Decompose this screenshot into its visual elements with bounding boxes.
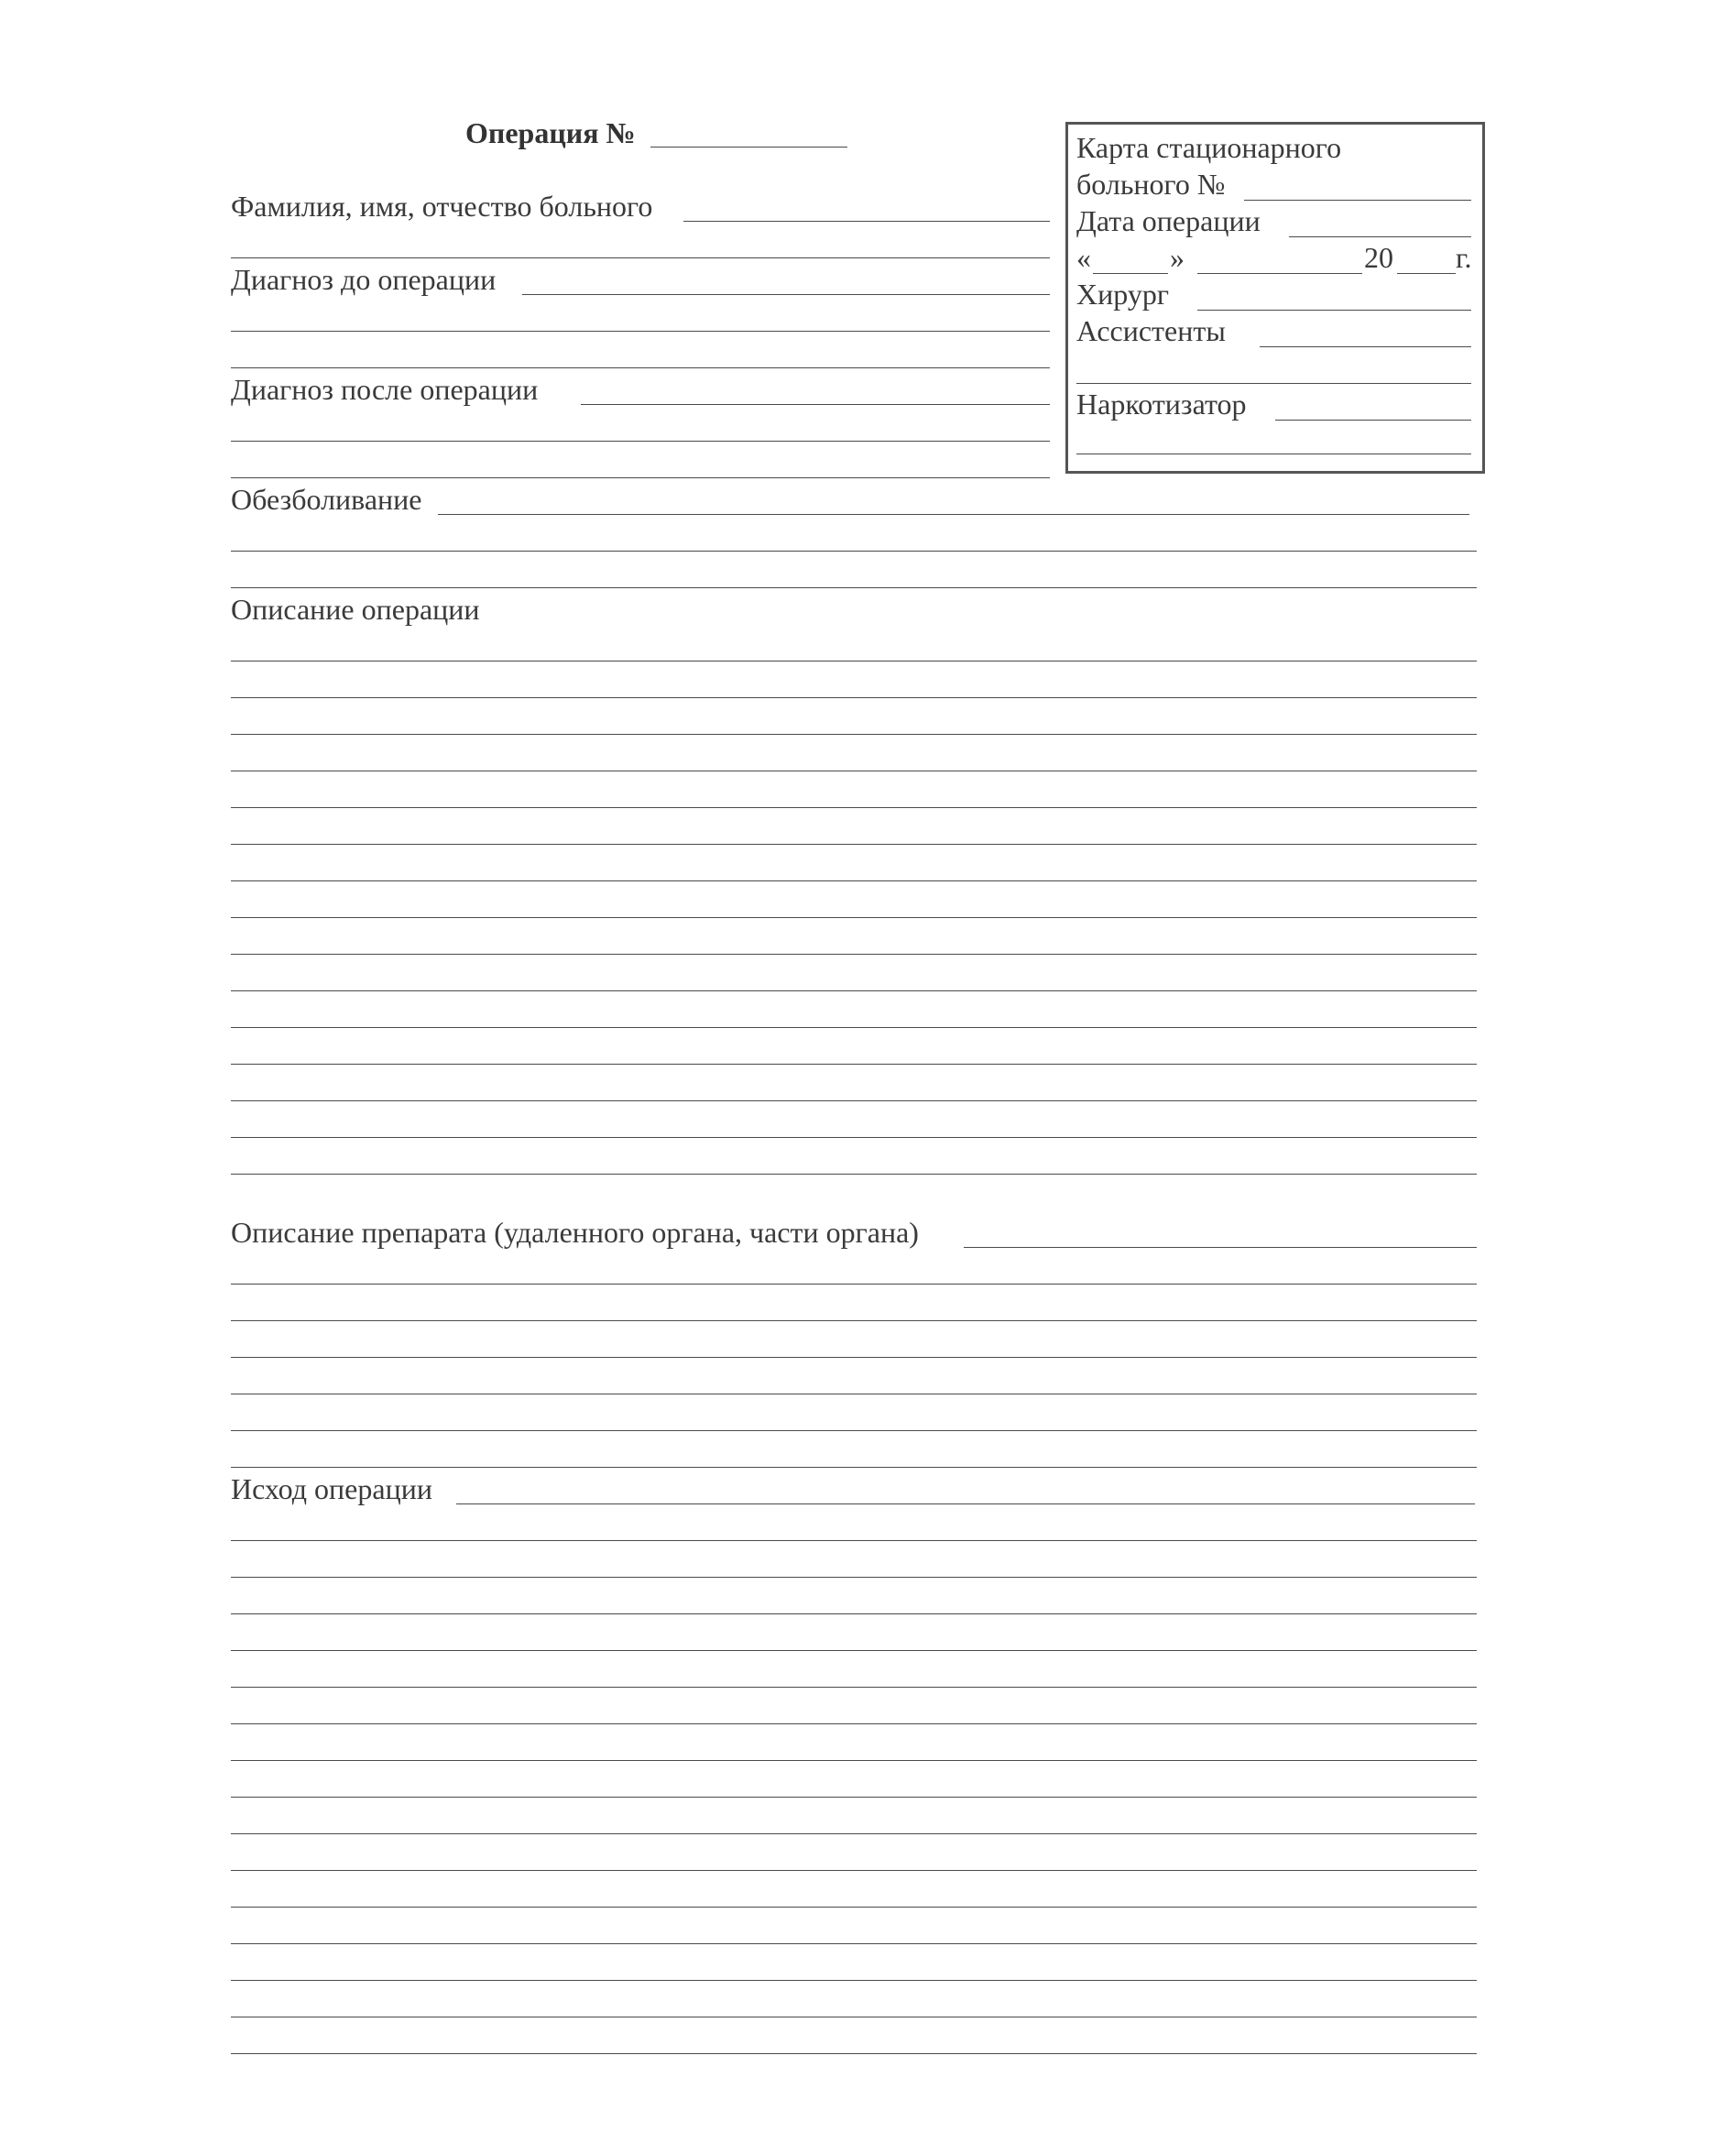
operation-description-line[interactable] <box>231 1137 1477 1138</box>
specimen-description-line[interactable] <box>231 1357 1477 1358</box>
operation-number-field[interactable] <box>650 147 847 148</box>
outcome-line[interactable] <box>231 1760 1477 1761</box>
operation-description-line[interactable] <box>231 990 1477 991</box>
diagnosis-before-field[interactable] <box>522 294 1050 295</box>
operation-description-line[interactable] <box>231 954 1477 955</box>
diagnosis-after-label: Диагноз после операции <box>231 373 539 406</box>
date-year-prefix: 20 <box>1364 241 1393 274</box>
date-year-suffix: г. <box>1456 241 1472 274</box>
anesthesia-line-2[interactable] <box>231 551 1477 552</box>
operation-date-field[interactable] <box>1289 236 1471 237</box>
anesthesia-label: Обезболивание <box>231 483 422 516</box>
page-title <box>465 115 636 150</box>
operation-description-line[interactable] <box>231 1174 1477 1175</box>
outcome-label: Исход операции <box>231 1472 432 1505</box>
specimen-description-field[interactable] <box>964 1247 1477 1248</box>
operation-description-line[interactable] <box>231 697 1477 698</box>
outcome-line[interactable] <box>231 1870 1477 1871</box>
card-number-field[interactable] <box>1244 200 1471 201</box>
patient-name-line-2[interactable] <box>231 257 1050 258</box>
card-label-line2: больного № <box>1076 168 1226 201</box>
operation-description-line[interactable] <box>231 880 1477 881</box>
specimen-description-line[interactable] <box>231 1320 1477 1321</box>
surgeon-field[interactable] <box>1197 310 1471 311</box>
operation-description-line[interactable] <box>231 807 1477 808</box>
date-day-field[interactable] <box>1093 273 1168 274</box>
outcome-line[interactable] <box>231 1577 1477 1578</box>
diagnosis-after-line-3[interactable] <box>231 477 1050 478</box>
outcome-line[interactable] <box>231 1613 1477 1614</box>
anesthetist-label: Наркотизатор <box>1076 388 1247 421</box>
outcome-line[interactable] <box>231 1650 1477 1651</box>
anesthesia-field[interactable] <box>438 514 1469 515</box>
operation-description-line[interactable] <box>231 734 1477 735</box>
outcome-line[interactable] <box>231 1907 1477 1908</box>
diagnosis-before-line-2[interactable] <box>231 331 1050 332</box>
specimen-description-label: Описание препарата (удаленного органа, части органа) <box>231 1216 919 1249</box>
outcome-line[interactable] <box>231 1723 1477 1724</box>
assistants-field[interactable] <box>1260 346 1471 347</box>
specimen-description-line[interactable] <box>231 1467 1477 1468</box>
diagnosis-after-line-2[interactable] <box>231 441 1050 442</box>
assistants-label: Ассистенты <box>1076 314 1226 347</box>
outcome-field[interactable] <box>456 1503 1475 1504</box>
outcome-line[interactable] <box>231 2053 1477 2054</box>
card-label-line1: Карта стационарного <box>1076 131 1342 164</box>
surgeon-label: Хирург <box>1076 278 1169 311</box>
date-year-field[interactable] <box>1397 273 1456 274</box>
anesthesia-line-3[interactable] <box>231 587 1477 588</box>
specimen-description-line[interactable] <box>231 1284 1477 1285</box>
operation-description-line[interactable] <box>231 1027 1477 1028</box>
operation-description-line[interactable] <box>231 1100 1477 1101</box>
diagnosis-before-line-3[interactable] <box>231 367 1050 368</box>
outcome-line[interactable] <box>231 1980 1477 1981</box>
outcome-line[interactable] <box>231 1540 1477 1541</box>
date-month-field[interactable] <box>1197 273 1362 274</box>
operation-description-line[interactable] <box>231 1064 1477 1065</box>
operation-description-line[interactable] <box>231 844 1477 845</box>
assistants-field-2[interactable] <box>1076 383 1471 384</box>
operation-description-label: Описание операции <box>231 593 480 626</box>
outcome-line[interactable] <box>231 1797 1477 1798</box>
specimen-description-line[interactable] <box>231 1430 1477 1431</box>
date-quote-close: » <box>1170 241 1185 274</box>
anesthetist-field[interactable] <box>1275 420 1471 421</box>
patient-name-label: Фамилия, имя, отчество больного <box>231 190 653 223</box>
diagnosis-after-field[interactable] <box>581 404 1050 405</box>
diagnosis-before-label: Диагноз до операции <box>231 263 497 296</box>
outcome-line[interactable] <box>231 1687 1477 1688</box>
patient-name-field[interactable] <box>683 221 1050 222</box>
outcome-line[interactable] <box>231 1943 1477 1944</box>
outcome-line[interactable] <box>231 1833 1477 1834</box>
date-quote-open: « <box>1076 241 1091 274</box>
operation-number-label: Операция № <box>465 116 636 149</box>
operation-date-label: Дата операции <box>1076 204 1261 237</box>
operation-description-line[interactable] <box>231 917 1477 918</box>
